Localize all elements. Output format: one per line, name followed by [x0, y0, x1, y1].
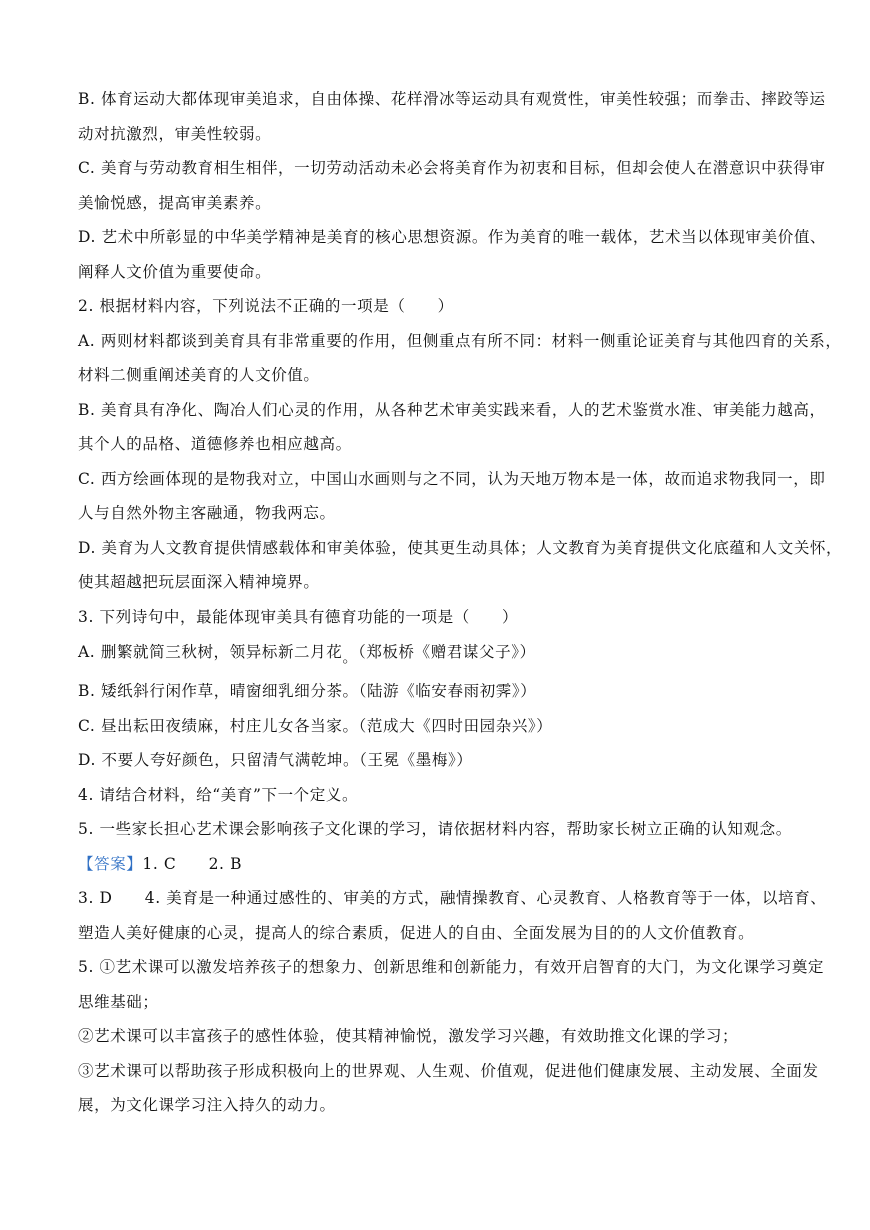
q1-option-b-line2: 动对抗激烈，审美性较弱。	[78, 124, 272, 143]
q2-option-c-line1: C. 西方绘画体现的是物我对立，中国山水画则与之不同，认为天地万物本是一体，故而追求物我同一，即	[78, 469, 826, 488]
q3-option-c: C. 昼出耘田夜绩麻，村庄儿女各当家。（范成大《四时田园杂兴》）	[78, 716, 553, 735]
q3-option-a-source: （郑板桥《赠君谋父子》）	[357, 643, 536, 661]
q2-option-d-line2: 使其超越把玩层面深入精神境界。	[78, 573, 320, 591]
document-page	[78, 82, 843, 1123]
question-2: 2. 根据材料内容，下列说法不正确的一项是（ ）	[78, 297, 454, 315]
q3-option-d: D. 不要人夸好颜色，只留清气满乾坤。（王冕《墨梅》）	[78, 751, 473, 769]
q2-option-b-line1: B. 美育具有净化、陶冶人们心灵的作用，从各种艺术审美实践来看，人的艺术鉴赏水准、审美能力越高，	[78, 400, 826, 419]
q1-option-d-line1: D. 艺术中所彰显的中华美学精神是美育的核心思想资源。作为美育的唯一载体，艺术当以体现审美价值、	[78, 228, 827, 246]
q1-option-d-line2: 阐释人文价值为重要使命。	[78, 262, 272, 281]
answer-5-point1-line1: 5. ①艺术课可以激发培养孩子的想象力、创新思维和创新能力，有效开启智育的大门，为文化课学习奠定	[78, 958, 825, 976]
q2-option-c-line2: 人与自然外物主客融通，物我两忘。	[78, 504, 336, 522]
question-3: 3. 下列诗句中，最能体现审美具有德育功能的一项是（ ）	[78, 607, 519, 626]
answer-5-point3-line1: ③艺术课可以帮助孩子形成积极向上的世界观、人生观、价值观，促进他们健康发展、主动发展、全面发	[78, 1061, 819, 1080]
answer-tag: 【答案】	[78, 854, 143, 873]
q3-option-a-mark: 。	[342, 648, 358, 666]
q2-option-a-line2: 材料二侧重阐述美育的人文价值。	[78, 366, 320, 384]
q3-option-a-text: A. 删繁就简三秋树，领异标新二月花	[78, 643, 343, 661]
q3-option-a	[78, 634, 798, 670]
answer-1-2: 1. C 2. B	[142, 854, 243, 873]
answer-line-1	[78, 847, 798, 882]
q2-option-a-line1: A. 两则材料都谈到美育具有非常重要的作用，但侧重点有所不同：材料一侧重论证美育与其他四育的关系，	[78, 331, 842, 350]
question-5: 5. 一些家长担心艺术课会影响孩子文化课的学习，请依据材料内容，帮助家长树立正确的认知观念。	[78, 820, 792, 838]
q3-option-b: B. 矮纸斜行闲作草，晴窗细乳细分茶。（陆游《临安春雨初霁》）	[78, 682, 537, 700]
q1-option-c-line2: 美愉悦感，提高审美素养。	[78, 193, 272, 212]
question-4: 4. 请结合材料，给“美育”下一个定义。	[78, 785, 359, 804]
q2-option-d-line1: D. 美育为人文教育提供情感载体和审美体验，使其更生动具体；人文教育为美育提供文化底蕴和人文关怀，	[78, 538, 843, 557]
answer-3-4-line1: 3. D 4. 美育是一种通过感性的、审美的方式，融情操教育、心灵教育、人格教育等于一体，以培育、	[78, 889, 827, 907]
answer-4-line2: 塑造人美好健康的心灵，提高人的综合素质，促进人的自由、全面发展为目的的人文价值教育。	[78, 923, 755, 942]
answer-5-point3-line2: 展，为文化课学习注入持久的动力。	[78, 1096, 336, 1114]
answer-5-point1-line2: 思维基础；	[78, 992, 159, 1011]
q2-option-b-line2: 其个人的品格、道德修养也相应越高。	[78, 435, 352, 453]
q1-option-b-line1: B. 体育运动大都体现审美追求，自由体操、花样滑冰等运动具有观赏性，审美性较强；而拳击、摔跤等运	[78, 90, 826, 108]
q1-option-c-line1: C. 美育与劳动教育相生相伴，一切劳动活动未必会将美育作为初衷和目标，但却会使人在潜意识中获得审	[78, 159, 826, 177]
answer-5-point2: ②艺术课可以丰富孩子的感性体验，使其精神愉悦，激发学习兴趣，有效助推文化课的学习；	[78, 1027, 739, 1045]
